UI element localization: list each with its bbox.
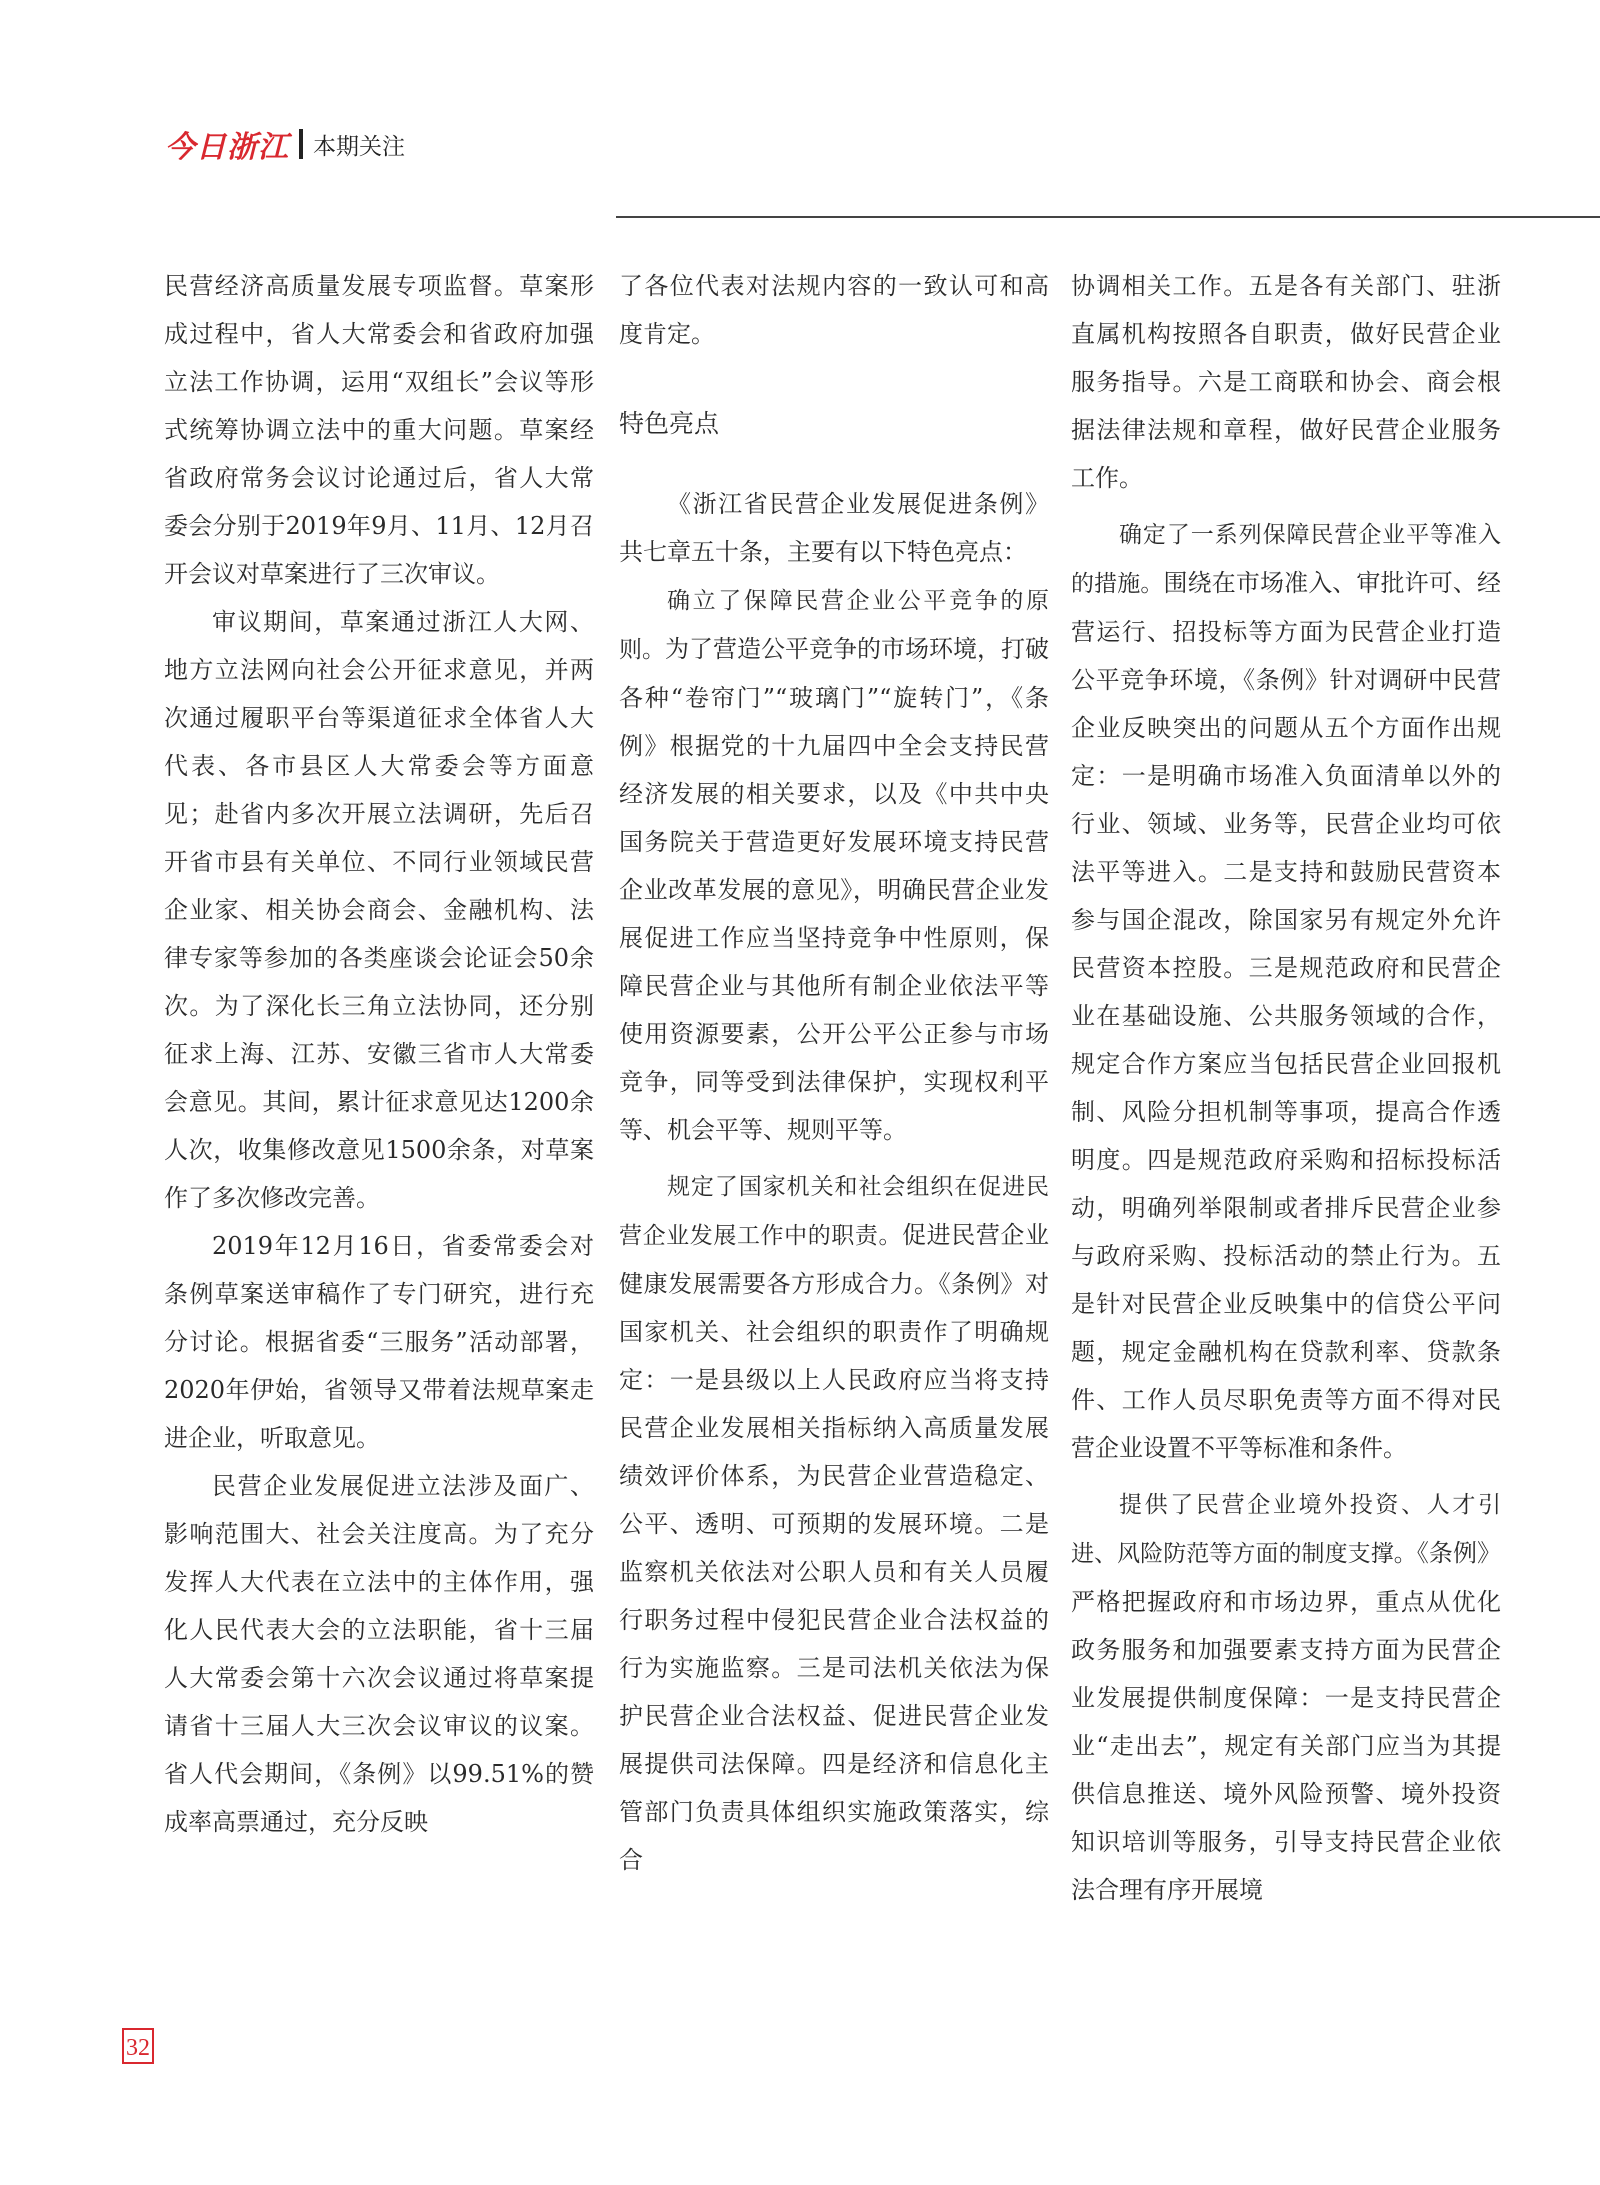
paragraph-body: 为了营造公平竞争的市场环境，打破各种“卷帘门”“玻璃门”“旋转门”，《条例》根据党的十九届四中全会支持民营经济发展的相关要求，以及《中共中央国务院关于营造更好发展环境支持民营企业改革发展的意见》，明确民营企业发展促进工作应当坚持竞争中性原则，保障民营企业与其他所有制企业依法平等使用资源要素，公开公平公正参与市场竞争，同等受到法律保护，实现权利平等、机会平等、规则平等。: [619, 635, 1049, 1144]
paragraph: 了各位代表对法规内容的一致认可和高度肯定。: [619, 272, 1049, 348]
column-1: [164, 262, 594, 1846]
paragraph: [1071, 510, 1501, 1472]
paragraph: [619, 576, 1049, 1154]
highlight-lead: 提供了民营企业境外投资、人才引进、风险防范等方面的制度支撑。: [1071, 1492, 1501, 1567]
paragraph-body: 围绕在市场准入、审批许可、经营运行、招投标等方面为民营企业打造公平竞争环境，《条例》针对调研中民营企业反映突出的问题从五个方面作出规定：一是明确市场准入负面清单以外的行业、领域、业务等，民营企业均可依法平等进入。二是支持和鼓励民营资本参与国企混改，除国家另有规定外允许民营资本控股。三是规范政府和民营企业在基础设施、公共服务领域的合作，规定合作方案应当包括民营企业回报机制、风险分担机制等事项，提高合作透明度。四是规范政府采购和招标投标活动，明确列举限制或者排斥民营企业参与政府采购、投标活动的禁止行为。五是针对民营企业反映集中的信贷公平问题，规定金融机构在贷款利率、贷款条件、工作人员尽职免责等方面不得对民营企业设置不平等标准和条件。: [1071, 569, 1502, 1462]
column-3: [1071, 262, 1501, 1914]
highlight-lead: 确定了一系列保障民营企业平等准入的措施。: [1071, 522, 1501, 597]
paragraph: 2019年12月16日，省委常委会对条例草案送审稿作了专门研究，进行充分讨论。根据省委“三服务”活动部署，2020年伊始，省领导又带着法规草案走进企业，听取意见。: [164, 1232, 594, 1452]
page-header: [165, 124, 405, 164]
paragraph-body: 促进民营企业健康发展需要各方形成合力。《条例》对国家机关、社会组织的职责作了明确规定：一是县级以上人民政府应当将支持民营企业发展相关指标纳入高质量发展绩效评价体系，为民营企业营造稳定、公平、透明、可预期的发展环境。二是监察机关依法对公职人员和有关人员履行职务过程中侵犯民营企业合法权益的行为实施监察。三是司法机关依法为保护民营企业合法权益、促进民营企业发展提供司法保障。四是经济和信息化主管部门负责具体组织实施政策落实，综合: [619, 1221, 1050, 1874]
paragraph: 民营企业发展促进立法涉及面广、影响范围大、社会关注度高。为了充分发挥人大代表在立法中的主体作用，强化人民代表大会的立法职能，省十三届人大常委会第十六次会议通过将草案提请省十三届人大三次会议审议的议案。省人代会期间，《条例》以99.51%的赞成率高票通过，充分反映: [164, 1472, 594, 1836]
paragraph: [1071, 1480, 1501, 1914]
column-2: [619, 262, 1049, 1884]
section-heading: 特色亮点: [619, 409, 720, 438]
header-rule: [616, 216, 1600, 218]
header-divider: [299, 129, 303, 159]
paragraph: 协调相关工作。五是各有关部门、驻浙直属机构按照各自职责，做好民营企业服务指导。六是工商联和协会、商会根据法律法规和章程，做好民营企业服务工作。: [1071, 272, 1501, 492]
paragraph: 《浙江省民营企业发展促进条例》共七章五十条，主要有以下特色亮点：: [619, 490, 1049, 566]
paragraph: 民营经济高质量发展专项监督。草案形成过程中，省人大常委会和省政府加强立法工作协调，运用“双组长”会议等形式统筹协调立法中的重大问题。草案经省政府常务会议讨论通过后，省人大常委会分别于2019年9月、11月、12月召开会议对草案进行了三次审议。: [164, 272, 594, 588]
paragraph-body: 《条例》严格把握政府和市场边界，重点从优化政务服务和加强要素支持方面为民营企业发展提供制度保障：一是支持民营企业“走出去”，规定有关部门应当为其提供信息推送、境外风险预警、境外投资知识培训等服务，引导支持民营企业依法合理有序开展境: [1071, 1539, 1502, 1904]
page-number: 32: [122, 2028, 154, 2064]
paragraph: 审议期间，草案通过浙江人大网、地方立法网向社会公开征求意见，并两次通过履职平台等渠道征求全体省人大代表、各市县区人大常委会等方面意见；赴省内多次开展立法调研，先后召开省市县有关单位、不同行业领域民营企业家、相关协会商会、金融机构、法律专家等参加的各类座谈会论证会50余次。为了深化长三角立法协同，还分别征求上海、江苏、安徽三省市人大常委会意见。其间，累计征求意见达1200余人次，收集修改意见1500余条，对草案作了多次修改完善。: [164, 608, 594, 1212]
highlight-lead: 规定了国家机关和社会组织在促进民营企业发展工作中的职责。: [619, 1174, 1049, 1249]
section-title: 本期关注: [313, 133, 405, 160]
paragraph: [619, 1162, 1049, 1884]
highlight-lead: 确立了保障民营企业公平竞争的原则。: [619, 588, 1049, 663]
magazine-logo: 今日浙江: [165, 130, 289, 165]
